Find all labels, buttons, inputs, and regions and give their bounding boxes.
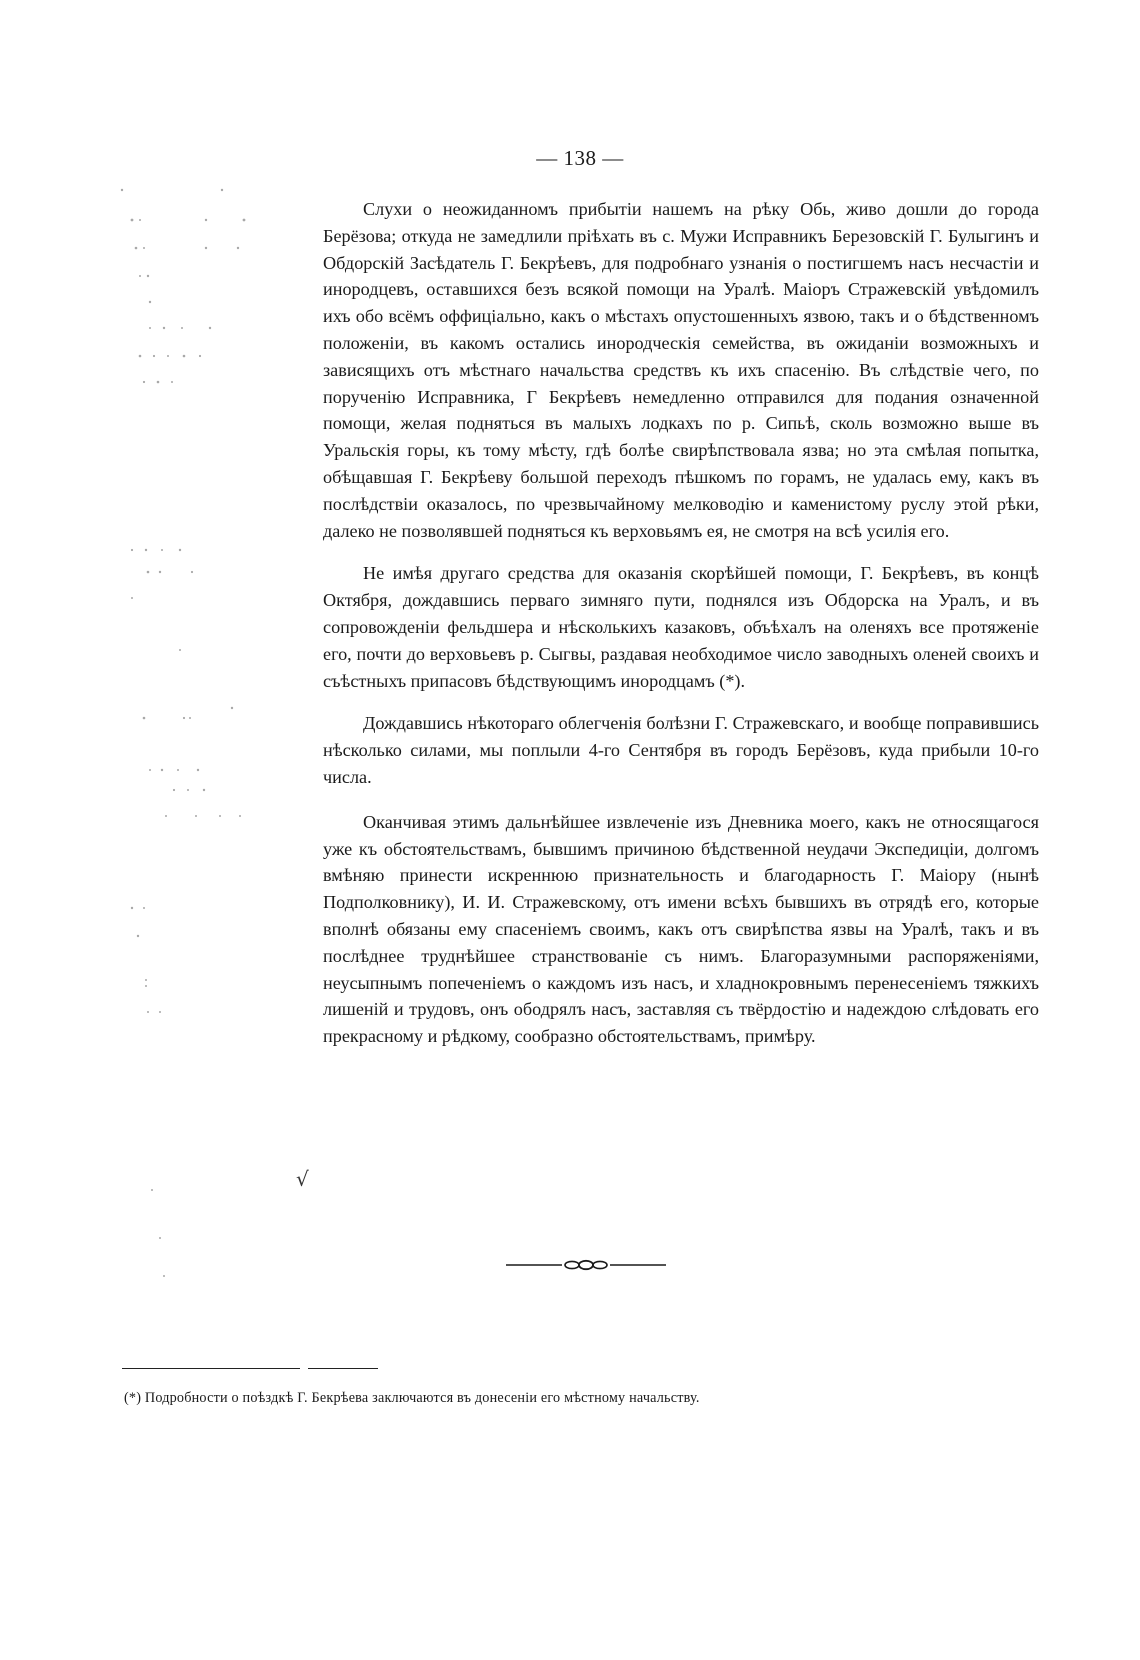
footnote-rule-right: [308, 1368, 378, 1369]
paragraph-1: Слухи о неожиданномъ прибытіи нашемъ на рѣку Обь, живо дошли до города Берёзова; откуда не замедлили пріѣхать въ с. Мужи Исправникъ Березовскій Г. Булыгинъ и Обдорскій Засѣдатель Г. Бекрѣевъ, для подробнаго узнанія о постигшемъ насъ несчастіи и инородцевъ, оставшихся безъ всякой помощи на Уралѣ. Маіоръ Стражевскій увѣдомилъ ихъ обо всёмъ оффиціально, какъ о мѣстахъ опустошенныхъ язвою, такъ и о бѣдственномъ положеніи, въ какомъ остались инородческія семейства, въ ожиданіи возможныхъ и зависящихъ отъ мѣстнаго начальства средствъ къ ихъ спасенію. Въ слѣдствіе чего, по порученію Исправника, Г Бекрѣевъ немедленно отправился для подания означенной помощи, желая подняться въ малыхъ лодкахъ по р. Сипьѣ, сколь возможно выше въ Уральскія горы, къ тому мѣсту, гдѣ болѣе свирѣпствовала язва; но эта смѣлая попытка, обѣщавшая Г. Бекрѣеву большой переходъ пѣшкомъ по горамъ, не удалась ему, какъ въ послѣдствіи оказалось, по чрезвычайному мелководію и каменистому руслу этой рѣки, далеко не позволявшей подняться къ верховьямъ ея, не смотря на всѣ усилія его.: [323, 199, 1039, 541]
margin-show-through: [110, 180, 280, 1300]
paragraph-2: Не имѣя другаго средства для оказанія скорѣйшей помощи, Г. Бекрѣевъ, въ концѣ Октября, дождавшись перваго зимняго пути, поднялся изъ Обдорска на Уралъ, и въ сопровожденіи фельдшера и нѣсколькихъ казаковъ, объѣхалъ на оленяхъ все протяженіе его, почти до верховьевъ р. Сыгвы, раздавая необходимое число заводныхъ оленей своихъ и съѣстныхъ припасовъ бѣдствующимъ инородцамъ (*).: [323, 563, 1039, 691]
paragraph-4: Оканчивая этимъ дальнѣйшее извлеченіе изъ Дневника моего, какъ не относящагося уже къ обстоятельствамъ, бывшимъ причиною бѣдственной неудачи Экспедиціи, долгомъ вмѣняю принести искреннюю признательность и благодарность Г. Маіору (нынѣ Подполковнику), И. И. Стражевскому, отъ имени всѣхъ бывшихъ въ отрядѣ его, которые вполнѣ обязаны ему спасеніемъ своимъ, какъ отъ свирѣпства язвы на Уралѣ, такъ и въ послѣднее труднѣйшее странствованіе съ нимъ. Благоразумными распоряженіями, неусыпнымъ попеченіемъ о каждомъ изъ насъ, и хладнокровнымъ перенесеніемъ тяжкихъ лишеній и трудовъ, онъ ободрялъ насъ, заставляя съ твёрдостію и надеждою слѣдовать его прекрасному и рѣдкому, сообразно обстоятельствамъ, примѣру.: [323, 811, 1039, 1047]
ornament-divider: [506, 1258, 666, 1272]
main-text: [323, 196, 1039, 1050]
footnote: (*) Подробности о поѣздкѣ Г. Бекрѣева заключаются въ донесеніи его мѣстному начальству.: [124, 1390, 700, 1406]
footnote-rule-left: [122, 1368, 300, 1369]
check-mark-icon: √: [296, 1167, 309, 1191]
paragraph-3: Дождавшись нѣкотораго облегченія болѣзни Г. Стражевскаго, и вообще поправившись нѣсколько силами, мы поплыли 4-го Сентября въ городъ Берёзовъ, куда прибыли 10-го числа.: [323, 713, 1039, 787]
page-number: — 138 —: [536, 146, 624, 170]
